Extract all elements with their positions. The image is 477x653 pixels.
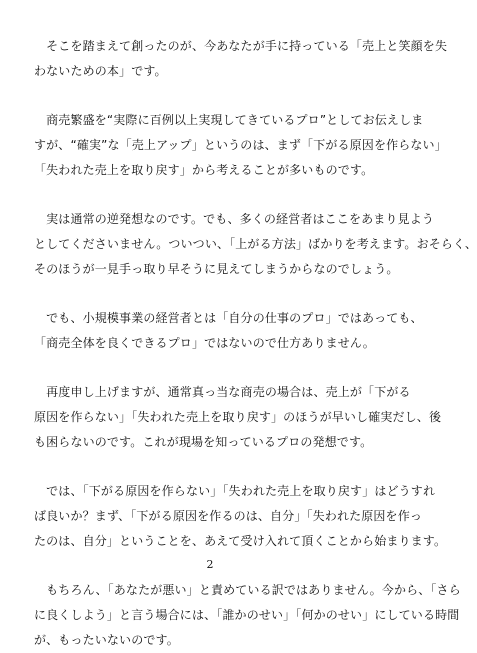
- text-line: ば良いか？まず、「下がる原因を作るのは、自分」「失われた原因を作っ: [34, 509, 422, 523]
- text-line: に良くしよう」と言う場合には、「誰かのせい」「何かのせい」にしている時間: [34, 608, 460, 622]
- text-line: もちろん、「あなたが悪い」と責めている訳ではありません。今から、「さら: [34, 583, 461, 597]
- text-line: 商売繁盛を“実際に百例以上実現してきているプロ”としてお伝えしま: [34, 113, 424, 127]
- text-line: でも、小規模事業の経営者とは「自分の仕事のプロ」ではあっても、: [34, 311, 423, 325]
- paragraph: [34, 207, 477, 282]
- text-line: わないための本」です。: [34, 64, 167, 78]
- page-number: 2: [206, 558, 214, 571]
- text-line: 「商売全体を良くできるプロ」ではないので仕方ありません。: [34, 336, 375, 350]
- text-line: では、「下がる原因を作らない」「失われた売上を取り戻す」はどうすれ: [34, 484, 436, 498]
- text-line: そこを踏まえて創ったのが、今あなたが手に持っている「売上と笑顔を失: [34, 39, 448, 53]
- paragraph: [34, 479, 447, 554]
- paragraph: [34, 380, 442, 455]
- paragraph: [34, 578, 461, 653]
- paragraph: [34, 306, 423, 356]
- text-line: すが、“確実”な「売上アップ」というのは、まず「下がる原因を作らない」: [34, 138, 447, 152]
- text-line: そのほうが一見手っ取り早そうに見えてしまうからなのでしょう。: [34, 262, 399, 276]
- text-line: 実は通常の逆発想なのです。でも、多くの経営者はここをあまり見よう: [34, 212, 434, 226]
- text-line: が、もったいないのです。: [34, 633, 179, 647]
- text-line: 再度申し上げますが、通常真っ当な商売の場合は、売上が「下がる: [34, 385, 411, 399]
- text-line: としてくださいません。ついつい、「上がる方法」ばかりを考えます。おそらく、: [34, 237, 477, 251]
- paragraph: [34, 108, 447, 183]
- text-line: 「失われた売上を取り戻す」から考えることが多いものです。: [34, 163, 374, 177]
- text-line: も困らないのです。これが現場を知っているプロの発想です。: [34, 435, 373, 449]
- paragraph: [34, 34, 448, 84]
- text-line: たのは、自分」ということを、あえて受け入れて頂くことから始まります。: [34, 534, 447, 548]
- text-line: 原因を作らない」「失われた売上を取り戻す」のほうが早いし確実だし、後: [34, 410, 442, 424]
